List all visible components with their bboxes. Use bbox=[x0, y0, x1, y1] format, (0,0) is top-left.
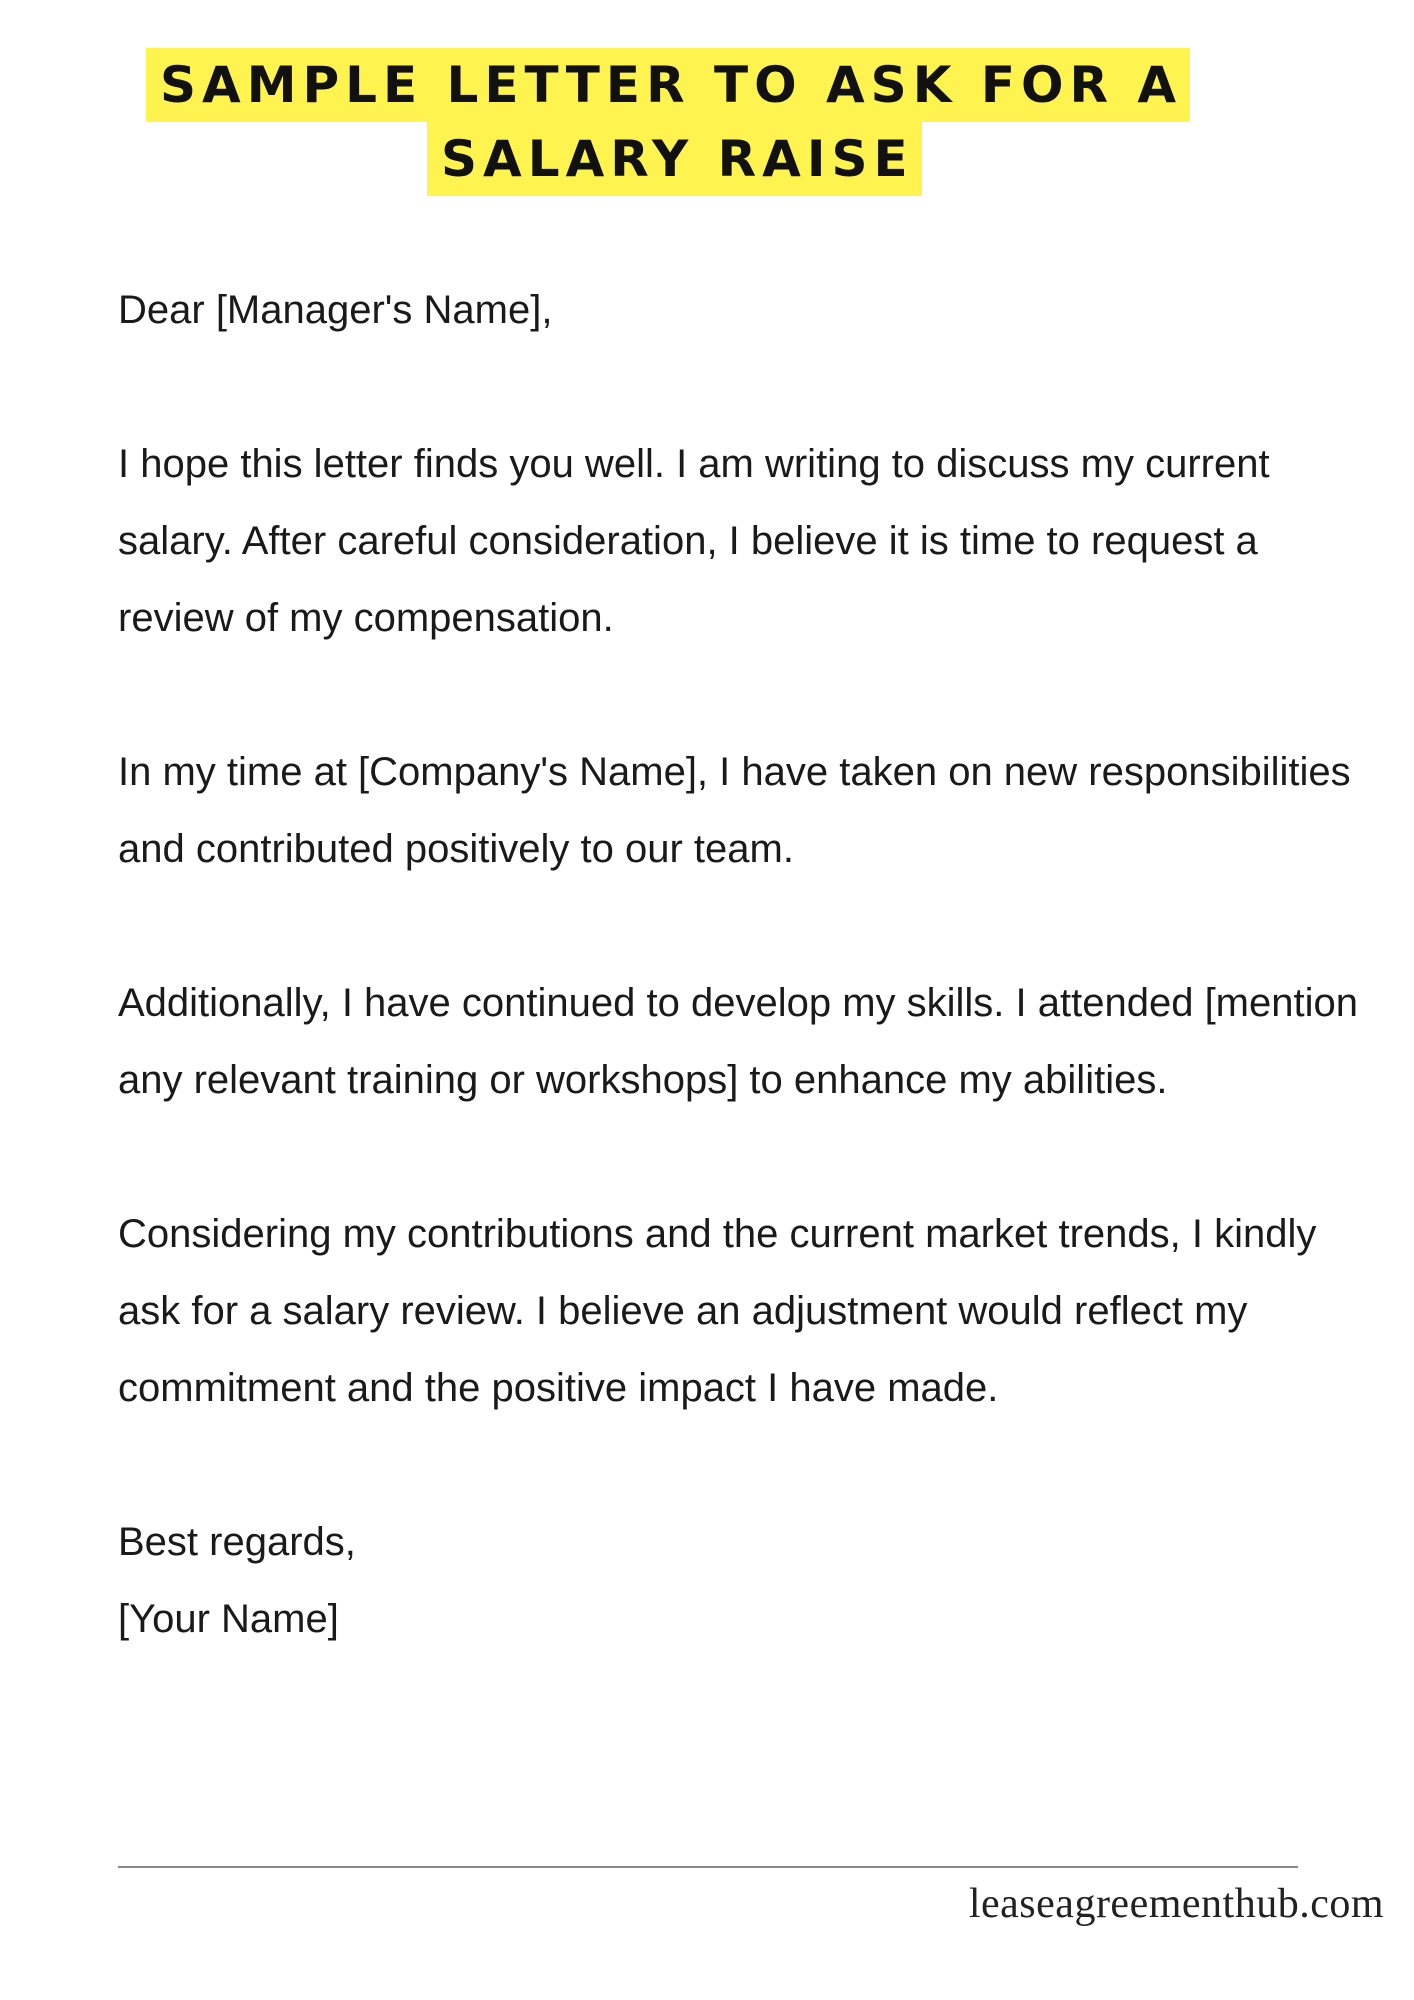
paragraph-intro: I hope this letter finds you well. I am writing to discuss my current salary. After careful consideration, I believe it is time to request a review of my compensation. bbox=[118, 442, 1270, 640]
title-line-1: SAMPLE LETTER TO ASK FOR A bbox=[146, 48, 1190, 122]
closing: Best regards, bbox=[118, 1520, 356, 1564]
signature: [Your Name] bbox=[118, 1597, 339, 1641]
footer-website: leaseagreementhub.com bbox=[968, 1881, 1384, 1927]
paragraph-skills: Additionally, I have continued to develop my skills. I attended [mention any relevant training or workshops] to enhance my abilities. bbox=[118, 981, 1358, 1102]
salutation: Dear [Manager's Name], bbox=[118, 288, 553, 332]
footer-divider bbox=[118, 1866, 1298, 1868]
paragraph-request: Considering my contributions and the current market trends, I kindly ask for a salary review. I believe an adjustment would reflect my commitment and the positive impact I have made. bbox=[118, 1212, 1317, 1410]
letter-body bbox=[118, 272, 1358, 1658]
title-line-2: SALARY RAISE bbox=[427, 122, 922, 196]
paragraph-responsibilities: In my time at [Company's Name], I have taken on new responsibilities and contributed positively to our team. bbox=[118, 750, 1351, 871]
